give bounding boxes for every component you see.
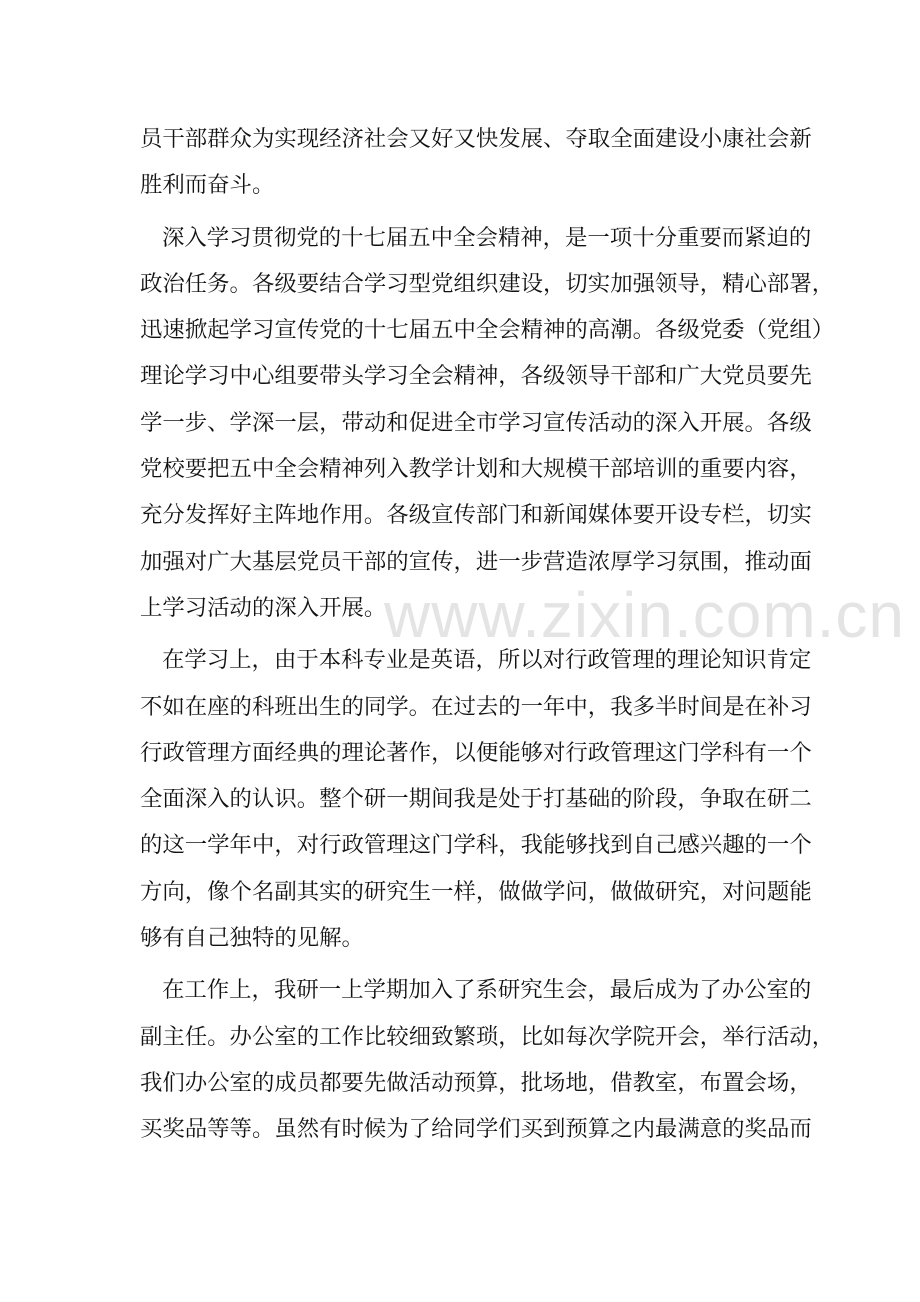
paragraph-2 <box>140 215 835 632</box>
text-line: 在工作上，我研一上学期加入了系研究生会，最后成为了办公室的 <box>162 977 812 1004</box>
text-line: 加强对广大基层党员干部的宣传，进一步营造浓厚学习氛围，推动面 <box>140 548 812 575</box>
text-line: 方向，像个名副其实的研究生一样，做做学问，做做研究，对问题能 <box>140 878 812 905</box>
text-line: 我们办公室的成员都要先做活动预算，批场地，借教室，布置会场， <box>140 1069 812 1096</box>
paragraph-1 <box>140 116 812 209</box>
text-line: 胜利而奋斗。 <box>140 172 275 199</box>
paragraph-4 <box>140 967 835 1152</box>
text-line: 行政管理方面经典的理论著作，以便能够对行政管理这门学科有一个 <box>140 739 812 766</box>
text-line: 的这一学年中，对行政管理这门学科，我能够找到自己感兴趣的一个 <box>140 832 812 859</box>
text-line: 迅速掀起学习宣传党的十七届五中全会精神的高潮。各级党委（党组） <box>140 317 835 344</box>
text-line: 政治任务。各级要结合学习型党组织建设，切实加强领导，精心部署， <box>140 270 835 297</box>
text-line: 深入学习贯彻党的十七届五中全会精神，是一项十分重要而紧迫的 <box>162 224 812 251</box>
text-line: 理论学习中心组要带头学习全会精神，各级领导干部和广大党员要先 <box>140 363 812 390</box>
text-line: 副主任。办公室的工作比较细致繁琐，比如每次学院开会，举行活动， <box>140 1023 835 1050</box>
text-line: 在学习上，由于本科专业是英语，所以对行政管理的理论知识肯定 <box>162 647 812 674</box>
text-line: 不如在座的科班出生的同学。在过去的一年中，我多半时间是在补习 <box>140 693 812 720</box>
text-line: 上学习活动的深入开展。 <box>140 594 387 621</box>
watermark-text: www.zixin.com.cn <box>384 579 905 651</box>
text-line: 全面深入的认识。整个研一期间我是处于打基础的阶段，争取在研二 <box>140 786 812 813</box>
document-body <box>140 116 835 1153</box>
text-line: 买奖品等等。虽然有时候为了给同学们买到预算之内最满意的奖品而 <box>140 1116 812 1143</box>
text-line: 党校要把五中全会精神列入教学计划和大规模干部培训的重要内容， <box>140 456 812 483</box>
paragraph-3 <box>140 637 812 961</box>
text-line: 员干部群众为实现经济社会又好又快发展、夺取全面建设小康社会新 <box>140 126 812 152</box>
text-line: 学一步、学深一层，带动和促进全市学习宣传活动的深入开展。各级 <box>140 409 812 436</box>
text-line: 充分发挥好主阵地作用。各级宣传部门和新闻媒体要开设专栏，切实 <box>140 502 812 529</box>
text-line: 够有自己独特的见解。 <box>140 925 364 952</box>
